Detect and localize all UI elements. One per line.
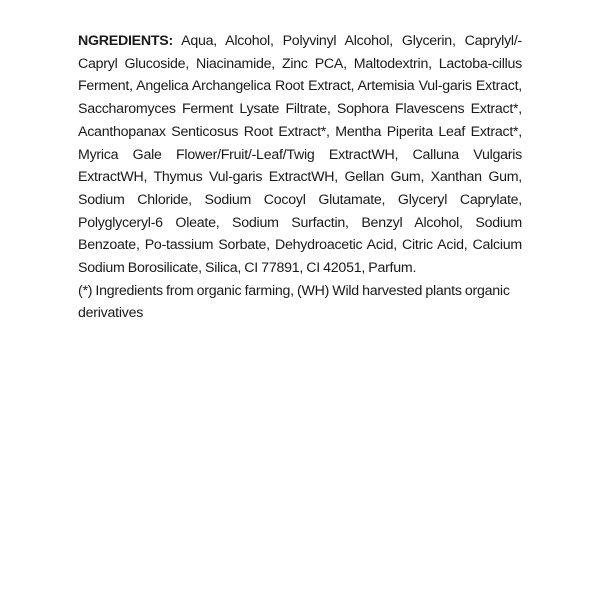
- ingredients-footnote: (*) Ingredients from organic farming, (WH) Wild harvested plants organic derivatives: [78, 282, 510, 322]
- ingredients-list: [78, 30, 522, 280]
- ingredients-text: Aqua, Alcohol, Polyvinyl Alcohol, Glycerin, Caprylyl/-Capryl Glucoside, Niacinamide, Zinc PCA, Maltodextrin, Lactoba-cillus Ferment, Angelica Archangelica Root Extract, Artemisia Vul-garis Extract, Saccharomyces Ferment Lysate Filtrate, Sophora Flavescens Extract*, Acanthopanax Senticosus Root Extract*, Mentha Piperita Leaf Extract*, Myrica Gale Flower/Fruit/-Leaf/Twig ExtractWH, Calluna Vulgaris ExtractWH, Thymus Vul-garis ExtractWH, Gellan Gum, Xanthan Gum, Sodium Chloride, Sodium Cocoyl Glutamate, Glyceryl Caprylate, Polyglyceryl-6 Oleate, Sodium Surfactin, Benzyl Alcohol, Sodium Benzoate, Po-tassium Sorbate, Dehydroacetic Acid, Citric Acid, Calcium Sodium Borosilicate, Silica, CI 77891, CI 42051, Parfum.: [78, 33, 522, 277]
- ingredients-heading: NGREDIENTS:: [78, 33, 173, 49]
